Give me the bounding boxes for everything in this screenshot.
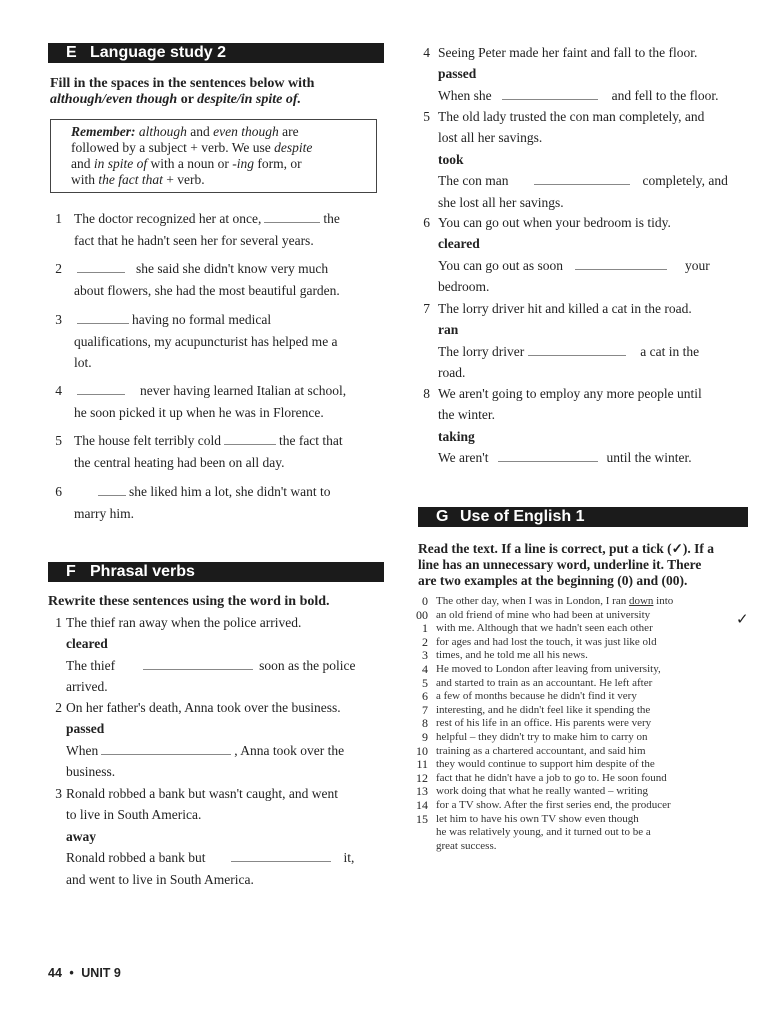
item-text: she said she didn't know very much (136, 261, 329, 276)
line-text: for a TV show. After the first series end, the producer (436, 799, 671, 811)
section-g-banner (418, 507, 748, 527)
item-text: about flowers, she had the most beautiful garden. (74, 283, 340, 298)
line-number: 8 (422, 716, 428, 731)
answer-text: it, (343, 850, 355, 865)
line-text: rest of his life in an office. His parents were very (436, 717, 652, 730)
line-number: 10 (416, 743, 428, 758)
line-number: 7 (422, 702, 428, 717)
item-keyword: cleared (438, 236, 480, 251)
answer-text: and fell to the floor. (611, 88, 719, 103)
item-text: never having learned Italian at school, (140, 383, 347, 398)
answer-text: soon as the police (259, 658, 356, 673)
answer-blank[interactable] (77, 383, 125, 395)
section-e-instruction (50, 76, 314, 108)
text-line[interactable] (436, 826, 651, 838)
section-f-title: Phrasal verbs (90, 563, 195, 580)
remember-line: with the fact that + verb. (71, 172, 205, 187)
item-number: 7 (423, 301, 430, 316)
item-sentence: Seeing Peter made her faint and fall to the floor. (438, 45, 698, 60)
item-text: the central heating had been on all day. (74, 455, 285, 470)
line-text: The other day, when I was in London, I ran (436, 595, 629, 607)
item-number: 1 (55, 211, 62, 226)
remember-line: although and even though are (138, 124, 299, 139)
line-number: 5 (422, 675, 428, 690)
line-text: they would continue to support him despite of the (436, 758, 655, 771)
answer-text: she lost all her savings. (438, 195, 564, 210)
answer-text: business. (66, 764, 116, 779)
line-text: and started to train as an accountant. He left after (436, 676, 653, 689)
unit-label: UNIT 9 (81, 966, 121, 980)
line-text: an old friend of mine who had been at university (436, 608, 651, 621)
section-g-instruction (418, 541, 714, 589)
item-sentence: Ronald robbed a bank but wasn't caught, and went (66, 786, 338, 801)
text-line[interactable] (436, 840, 496, 852)
answer-text: The thief (66, 658, 116, 673)
instruction-line: line has an unnecessary word, underline it. There (418, 557, 702, 572)
answer-text: You can go out as soon (438, 258, 564, 273)
answer-blank[interactable] (143, 658, 253, 670)
answer-text: Ronald robbed a bank but (66, 850, 206, 865)
text-line[interactable] (422, 702, 651, 717)
answer-text: When (66, 743, 99, 758)
item-number: 3 (55, 786, 62, 801)
remember-label: Remember: (71, 124, 136, 139)
line-number: 14 (416, 798, 428, 812)
answer-text: arrived. (66, 679, 108, 694)
answer-text: The lorry driver (438, 344, 525, 359)
instruction-italic-a: although/even though (50, 92, 178, 107)
item-sentence: lost all her savings. (438, 130, 543, 145)
item-number: 6 (55, 484, 62, 499)
answer-blank[interactable] (534, 173, 630, 185)
footer-bullet: • (69, 966, 74, 980)
item-keyword: passed (438, 66, 477, 81)
item-keyword: cleared (66, 636, 108, 651)
line-text: training as a chartered accountant, and said him (436, 744, 646, 757)
item-number: 8 (423, 386, 430, 401)
item-text: the fact that (278, 433, 343, 448)
answer-text: completely, and (642, 173, 728, 188)
answer-blank[interactable] (224, 433, 276, 445)
item-number: 2 (55, 700, 62, 715)
instruction-line: Fill in the spaces in the sentences below with (50, 76, 315, 91)
page-number: 44 (48, 966, 62, 980)
instruction-italic-c: despite/in spite of. (197, 92, 301, 107)
text-line[interactable] (422, 662, 661, 676)
item-text: marry him. (74, 506, 134, 521)
answer-text: your (685, 258, 710, 273)
text-line[interactable] (422, 675, 653, 690)
text-line[interactable] (422, 716, 652, 731)
line-number: 9 (422, 730, 428, 744)
answer-blank[interactable] (264, 211, 320, 223)
item-number: 5 (423, 109, 430, 124)
item-keyword: ran (438, 322, 459, 337)
section-e-letter: E (66, 44, 77, 61)
item-text: The doctor recognized her at once, (74, 211, 262, 226)
section-g-title: Use of English 1 (460, 508, 585, 525)
item-text: fact that he hadn't seen her for several years. (74, 233, 314, 248)
line-number: 11 (416, 757, 428, 772)
line-text: interesting, and he didn't feel like it spending the (436, 703, 651, 716)
line-text: into (653, 595, 674, 607)
text-line[interactable] (422, 621, 653, 636)
line-text: for ages and had lost the touch, it was just like old (436, 635, 657, 648)
text-line[interactable] (422, 730, 648, 744)
line-text: let him to have his own TV show even though (436, 812, 639, 825)
item-text: lot. (74, 355, 92, 370)
item-sentence: On her father's death, Anna took over the business. (66, 700, 341, 715)
instruction-line: are two examples at the beginning (0) and (00). (418, 573, 688, 588)
item-text: the (323, 211, 340, 226)
item-number: 6 (423, 215, 430, 230)
line-text: times, and he told me all his news. (436, 649, 588, 662)
line-text: work doing that what he really wanted – writing (436, 785, 649, 798)
item-keyword: away (66, 829, 96, 844)
answer-text: until the winter. (606, 450, 692, 465)
item-sentence: The lorry driver hit and killed a cat in the road. (438, 301, 692, 316)
text-line[interactable] (416, 770, 667, 785)
line-number: 15 (416, 811, 428, 826)
item-number: 4 (423, 45, 430, 60)
item-text: he soon picked it up when he was in Florence. (74, 405, 324, 420)
item-keyword: took (438, 152, 464, 167)
text-line[interactable] (422, 648, 588, 663)
line-text: fact that he didn't have a job to go to. He soon found (436, 771, 667, 784)
section-e-title: Language study 2 (90, 44, 227, 61)
answer-blank[interactable] (98, 484, 126, 496)
instruction-or: or (177, 92, 198, 107)
line-text: with me. Although that we hadn't seen each other (436, 622, 653, 635)
answer-blank[interactable] (231, 850, 331, 862)
item-sentence: The thief ran away when the police arrived. (66, 615, 302, 630)
line-number: 0 (422, 594, 428, 608)
item-number: 3 (55, 312, 62, 327)
answer-text: bedroom. (438, 279, 490, 294)
remember-line: followed by a subject + verb. We use despite (71, 140, 313, 155)
section-f-instruction: Rewrite these sentences using the word in bold. (48, 594, 330, 609)
line-number: 1 (422, 621, 428, 636)
item-keyword: taking (438, 429, 475, 444)
text-line[interactable] (416, 757, 655, 772)
answer-blank[interactable] (77, 312, 129, 324)
answer-blank[interactable] (502, 88, 598, 100)
text-line[interactable] (416, 798, 671, 812)
item-keyword: passed (66, 721, 105, 736)
item-text: having no formal medical (132, 312, 272, 327)
answer-blank[interactable] (101, 743, 231, 755)
item-number: 1 (55, 615, 62, 630)
item-text: qualifications, my acupuncturist has helped me a (74, 334, 338, 349)
page-footer (48, 966, 121, 980)
line-number: 6 (422, 689, 428, 704)
text-line[interactable] (416, 811, 639, 826)
item-number: 5 (55, 433, 62, 448)
text-line[interactable] (416, 743, 646, 758)
item-sentence: the winter. (438, 407, 495, 422)
answer-text: , Anna took over the (234, 743, 345, 758)
section-e-banner (48, 43, 384, 63)
line-text: great success. (436, 839, 497, 852)
line-number: 2 (422, 634, 428, 649)
line-number: 12 (416, 770, 428, 785)
line-number: 4 (422, 662, 428, 676)
text-line[interactable] (422, 689, 637, 704)
section-g-letter: G (436, 508, 449, 525)
section-f-banner (48, 562, 384, 582)
text-line[interactable] (416, 607, 651, 622)
line-number: 13 (416, 784, 428, 799)
answer-blank[interactable] (498, 450, 598, 462)
line-number: 00 (416, 607, 428, 622)
section-f-letter: F (66, 563, 76, 580)
item-sentence: to live in South America. (66, 807, 202, 822)
remember-line: and in spite of with a noun or -ing form, or (71, 156, 302, 171)
item-text: The house felt terribly cold (74, 433, 221, 448)
line-text: He moved to London after leaving from university, (436, 663, 661, 675)
text-line[interactable] (416, 784, 649, 799)
instruction-line: Read the text. If a line is correct, put a tick (✓). If a (418, 541, 715, 556)
line-number: 3 (422, 648, 428, 663)
answer-text: road. (438, 365, 466, 380)
underlined-word: down (628, 595, 654, 607)
remember-box (50, 119, 377, 193)
item-sentence: You can go out when your bedroom is tidy. (438, 215, 671, 230)
answer-blank[interactable] (77, 261, 125, 273)
answer-blank[interactable] (575, 258, 667, 270)
item-text: she liked him a lot, she didn't want to (129, 484, 331, 499)
answer-text: a cat in the (640, 344, 700, 359)
item-sentence: The old lady trusted the con man completely, and (438, 109, 705, 124)
answer-text: and went to live in South America. (66, 872, 254, 887)
item-number: 4 (55, 383, 62, 398)
answer-text: The con man (438, 173, 509, 188)
tick-mark[interactable]: ✓ (736, 612, 749, 628)
item-sentence: We aren't going to employ any more people until (438, 386, 702, 401)
text-line[interactable] (422, 594, 674, 608)
text-line[interactable] (422, 634, 657, 649)
answer-blank[interactable] (528, 344, 626, 356)
answer-text: When she (438, 88, 492, 103)
line-text: he was relatively young, and it turned out to be a (436, 826, 651, 839)
line-text: helpful – they didn't try to make him to carry on (436, 731, 648, 743)
answer-text: We aren't (438, 450, 489, 465)
line-text: a few of months because he didn't find it very (436, 690, 637, 703)
item-number: 2 (55, 261, 62, 276)
